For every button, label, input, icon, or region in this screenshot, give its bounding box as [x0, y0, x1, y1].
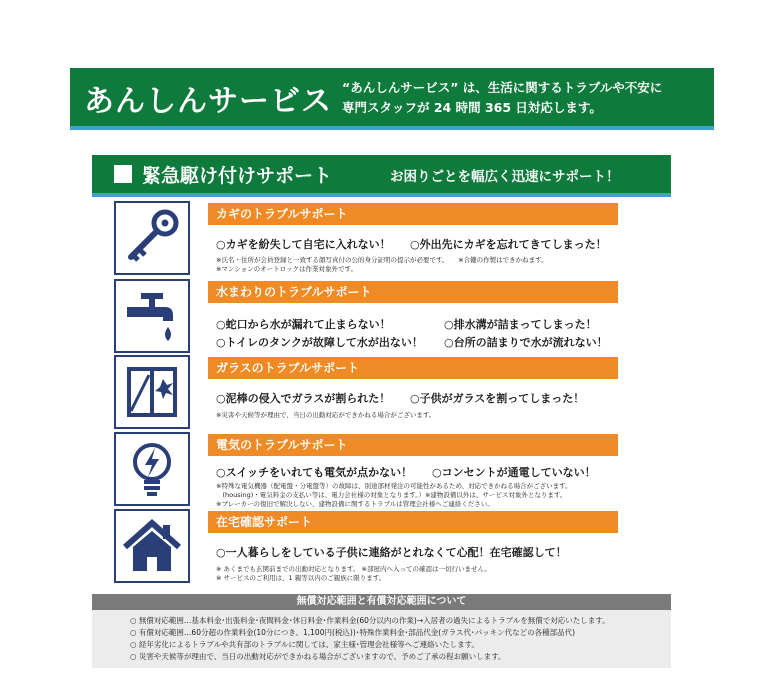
service-note: ※氏名・住所が会員登録と一致する顔写真付の公的身分証明の提示が必要です。 ※合鍵の作製はできかねます。: [216, 256, 548, 264]
footer-line: ○ 有償対応範囲…60分超の作業料金(10分につき、1,100円(税込))･特殊作業料金･部品代金(ガラス代･パッキン代などの各種部品代): [130, 628, 576, 637]
service-note: (housing)・電気料金の支払い等は、電力会社様の対象となります。）※建物設備以外は、サービス対象外となります。: [216, 491, 567, 499]
service-label-glass: ガラスのトラブルサポート: [208, 357, 618, 379]
section-subtitle: お困りごとを幅広く迅速にサポート！: [390, 169, 620, 185]
house-icon: [114, 509, 190, 583]
service-item: ○コンセントが通電していない！: [432, 466, 596, 479]
service-item: ○外出先にカギを忘れてきてしまった！: [410, 238, 607, 251]
service-note: ※ブレーカーの復旧で解決しない、建物設備に関するトラブルは管理会社様へご連絡ください。: [216, 500, 494, 508]
broken-window-icon: [114, 355, 190, 429]
footer-body: [92, 610, 671, 668]
service-item: ○一人暮らしをしている子供に連絡がとれなくて心配！在宅確認して！: [216, 546, 567, 559]
footer-title: 無償対応範囲と有償対応範囲について: [92, 594, 671, 610]
service-note: ※ サービスのご利用は、1 親等以内のご親族に限ります。: [216, 574, 386, 582]
header-banner: [70, 68, 714, 130]
section-bar: [92, 155, 671, 197]
service-item: ○子供がガラスを割ってしまった！: [410, 392, 585, 405]
service-note: ※マンションのオートロックは作業対象外です。: [216, 265, 358, 273]
service-item: ○トイレのタンクが故障して水が出ない！: [216, 336, 423, 349]
key-icon: [114, 201, 190, 275]
service-label-home-check: 在宅確認サポート: [208, 511, 618, 533]
service-item: ○カギを紛失して自宅に入れない！: [216, 238, 391, 251]
header-title: あんしんサービス: [84, 84, 332, 119]
service-note: ※ あくまでも玄関前までの出動対応となります。 ※部屋内へ入っての確認は一切行いません。: [216, 565, 491, 573]
header-desc-line-2: 専門スタッフが 24 時間 365 日対応します。: [342, 100, 602, 115]
service-item: ○排水溝が詰まってしまった！: [444, 318, 597, 331]
footer-line: ○ 無償対応範囲…基本料金･出張料金･夜間料金･休日料金･作業料金(60分以内の作業)→入居者の過失によるトラブルを無償で対応いたします。: [130, 616, 610, 625]
service-note: ※災害や天候等が理由で、当日の出動対応ができかねる場合がございます。: [216, 411, 436, 419]
service-label-key: カギのトラブルサポート: [208, 203, 618, 225]
lightbulb-icon: [114, 432, 190, 506]
service-item: ○スイッチをいれても電気が点かない！: [216, 466, 413, 479]
footer-line: ○ 災害や天候等が理由で、当日の出動対応ができかねる場合がございますので、予めご了承の程お願いします。: [130, 652, 506, 661]
service-item: ○泥棒の侵入でガラスが割られた！: [216, 392, 391, 405]
section-title: 緊急駆け付けサポート: [142, 165, 333, 187]
service-item: ○蛇口から水が漏れて止まらない！: [216, 318, 391, 331]
footer-line: ○ 経年劣化によるトラブルや共有部のトラブルに関しては、家主様･管理会社様等へご連絡いたします。: [130, 640, 479, 649]
section-square-icon: [114, 165, 132, 183]
service-label-water: 水まわりのトラブルサポート: [208, 281, 618, 303]
service-label-electric: 電気のトラブルサポート: [208, 434, 618, 456]
service-note: ※特殊な電気機器（配電盤・分電盤等）の故障は、別途部材発注の可能性があるため、対応できかねる場合がございます。: [216, 482, 572, 490]
header-description: [342, 78, 708, 118]
header-desc-line-1: “あんしんサービス” は、生活に関するトラブルや不安に: [342, 80, 663, 95]
service-item: ○台所の詰まりで水が流れない！: [444, 336, 608, 349]
faucet-icon: [114, 279, 190, 353]
